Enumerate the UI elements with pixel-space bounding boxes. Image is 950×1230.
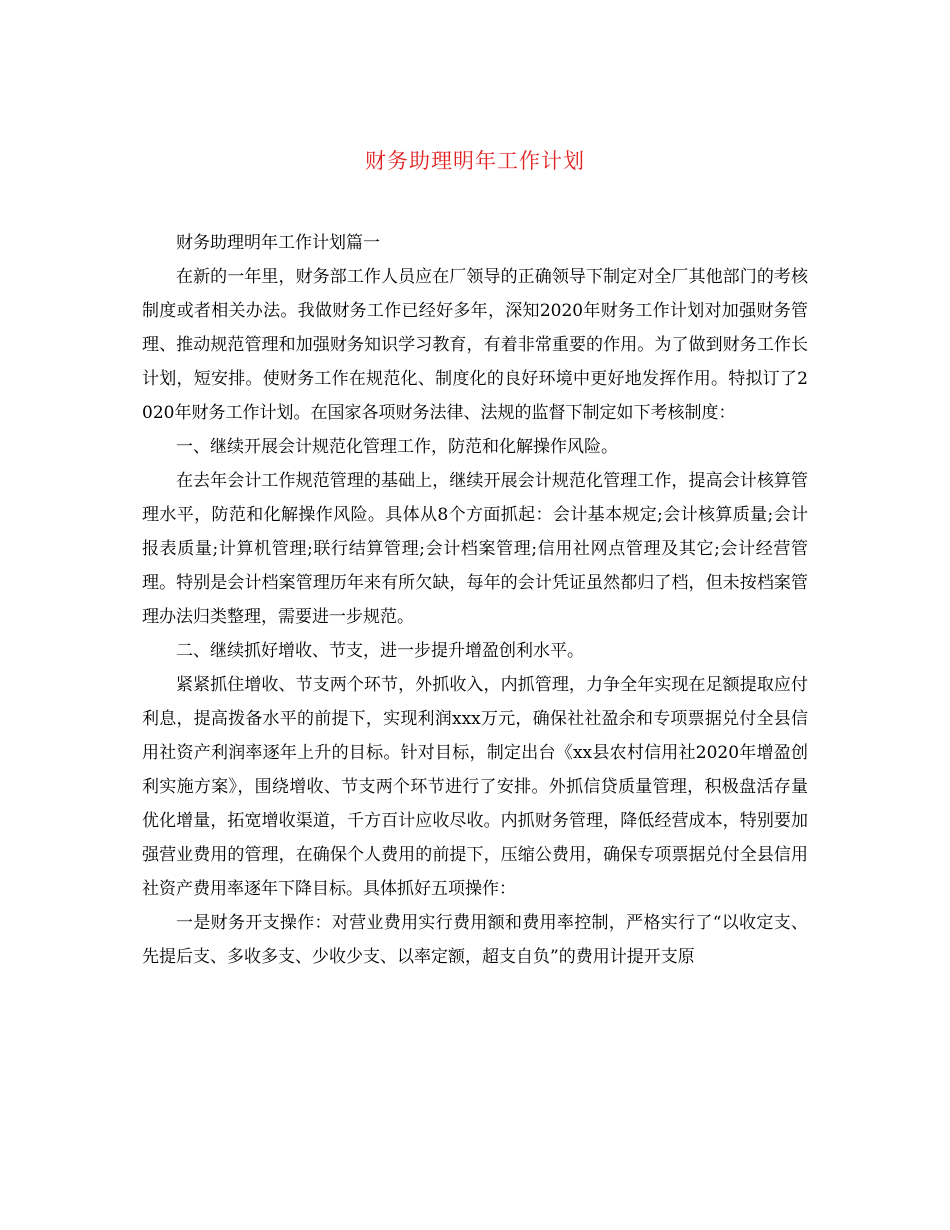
- subsection-heading: 二、继续抓好增收、节支，进一步提升增盈创利水平。: [176, 641, 584, 661]
- body-paragraph: 紧紧抓住增收、节支两个环节，外抓收入，内抓管理，力争全年实现在足额提取应付利息，提高拨备水平的前提下，实现利润xxx万元，确保社社盈余和专项票据兑付全县信用社资产利润率逐年上升的目标。针对目标，制定出台《xx县农村信用社2020年增盈创利实施方案》，围绕增收、节支两个环节进行了安排。外抓信贷质量管理，积极盘活存量优化增量，拓宽增收渠道，千方百计应收尽收。内抓财务管理，降低经营成本，特别要加强营业费用的管理，在确保个人费用的前提下，压缩公费用，确保专项票据兑付全县信用社资产费用率逐年下降目标。具体抓好五项操作：: [142, 675, 808, 899]
- body-paragraph: 一是财务开支操作：对营业费用实行费用额和费用率控制，严格实行了“以收定支、先提后支、多收多支、少收少支、以率定额，超支自负”的费用计提开支原: [142, 913, 808, 967]
- body-paragraph: 在新的一年里，财务部工作人员应在厂领导的正确领导下制定对全厂其他部门的考核制度或者相关办法。我做财务工作已经好多年，深知2020年财务工作计划对加强财务管理、推动规范管理和加强财务知识学习教育，有着非常重要的作用。为了做到财务工作长计划，短安排。使财务工作在规范化、制度化的良好环境中更好地发挥作用。特拟订了2020年财务工作计划。在国家各项财务法律、法规的监督下制定如下考核制度：: [142, 267, 808, 423]
- subsection-heading: 一、继续开展会计规范化管理工作，防范和化解操作风险。: [176, 437, 618, 457]
- document-body: [142, 226, 808, 974]
- section-heading: 财务助理明年工作计划篇一: [176, 233, 380, 253]
- document-title: 财务助理明年工作计划: [365, 149, 585, 173]
- body-paragraph: 在去年会计工作规范管理的基础上，继续开展会计规范化管理工作，提高会计核算管理水平，防范和化解操作风险。具体从8个方面抓起：会计基本规定;会计核算质量;会计报表质量;计算机管理;联行结算管理;会计档案管理;信用社网点管理及其它;会计经营管理。特别是会计档案管理历年来有所欠缺，每年的会计凭证虽然都归了档，但未按档案管理办法归类整理，需要进一步规范。: [142, 471, 808, 627]
